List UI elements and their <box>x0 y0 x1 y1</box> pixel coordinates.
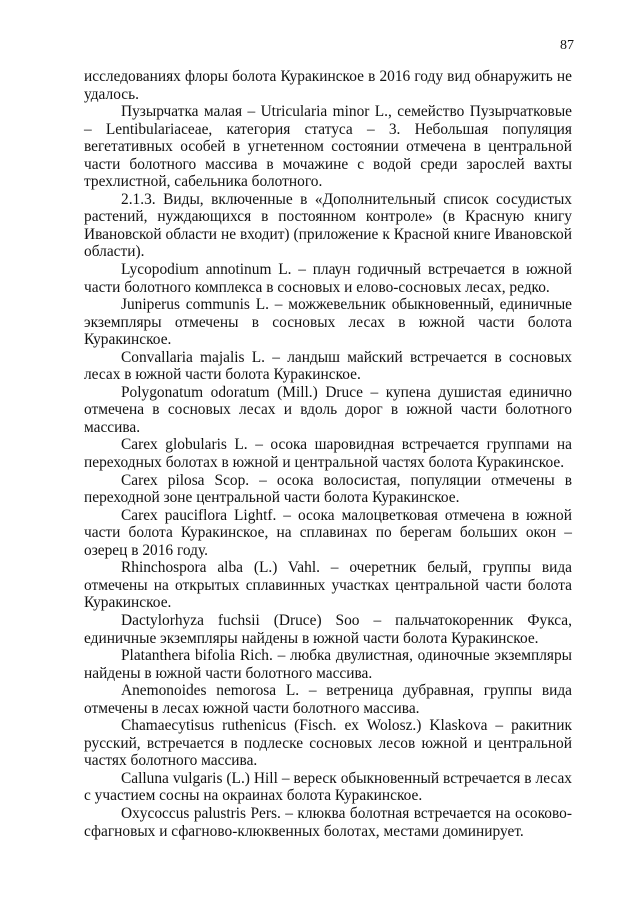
paragraph: Convallaria majalis L. – ландыш майский встречается в сосновых лесах в южной части болота Куракинское. <box>84 348 572 384</box>
paragraph: Carex pilosa Scop. – осока волосистая, популяции отмечены в переходной зоне центральной части болота Куракинское. <box>84 471 572 507</box>
paragraph: Oxycoccus palustris Pers. – клюква болотная встречается на осоково-сфагновых и сфагново-клюквенных болотах, местами доминирует. <box>84 804 572 840</box>
paragraph: Dactylorhyza fuchsii (Druce) Soo – пальчатокоренник Фукса, единичные экземпляры найдены в южной части болота Куракинское. <box>84 611 572 647</box>
paragraph: Calluna vulgaris (L.) Hill – вереск обыкновенный встречается в лесах с участием сосны на окраинах болота Куракинское. <box>84 769 572 805</box>
paragraph: Carex pauciflora Lightf. – осока малоцветковая отмечена в южной части болота Куракинское, на сплавинах по берегам больших окон – озерец в 2016 году. <box>84 506 572 559</box>
paragraph: Lycopodium annotinum L. – плаун годичный встречается в южной части болотного комплекса в сосновых и елово-сосновых лесах, редко. <box>84 261 572 296</box>
paragraph: Carex globularis L. – осока шаровидная встречается группами на переходных болотах в южной и центральной частях болота Куракинское. <box>84 436 572 472</box>
paragraph: Anemonoides nemorosa L. – ветреница дубравная, группы вида отмечены в лесах южной части болотного массива. <box>84 682 572 717</box>
page-number: 87 <box>560 38 574 53</box>
paragraph: Пузырчатка малая – Utricularia minor L., семейство Пузырчатковые – Lentibulariaceae, категория статуса – 3. Небольшая популяция вегетативных особей в угнетенном состоянии отмечена в центральной части болотного массива в мочажине с водой среди зарослей вахты трехлистной, сабельника болотного. <box>84 103 572 191</box>
paragraph: Platanthera bifolia Rich. – любка двулистная, одиночные экземпляры найдены в южной части болотного массива. <box>84 647 572 682</box>
paragraph: исследованиях флоры болота Куракинское в 2016 году вид обнаружить не удалось. <box>84 68 572 103</box>
paragraph: Chamaecytisus ruthenicus (Fisch. ex Wolosz.) Klaskova – ракитник русский, встречается в подлеске сосновых лесов южной и центральной частях болотного массива. <box>84 717 572 770</box>
paragraph: Polygonatum odoratum (Mill.) Druce – купена душистая единично отмечена в сосновых лесах и вдоль дорог в южной части болотного массива. <box>84 383 572 436</box>
page-body <box>84 68 572 840</box>
paragraph: Juniperus communis L. – можжевельник обыкновенный, единичные экземпляры отмечены в сосновых лесах в южной части болота Куракинское. <box>84 296 572 349</box>
paragraph: Rhinchospora alba (L.) Vahl. – очеретник белый, группы вида отмечены на открытых сплавинных участках центральной части болота Куракинское. <box>84 559 572 612</box>
paragraph: 2.1.3. Виды, включенные в «Дополнительный список сосудистых растений, нуждающихся в постоянном контроле» (в Красную книгу Ивановской области не входит) (приложение к Красной книге Ивановской области). <box>84 190 572 261</box>
